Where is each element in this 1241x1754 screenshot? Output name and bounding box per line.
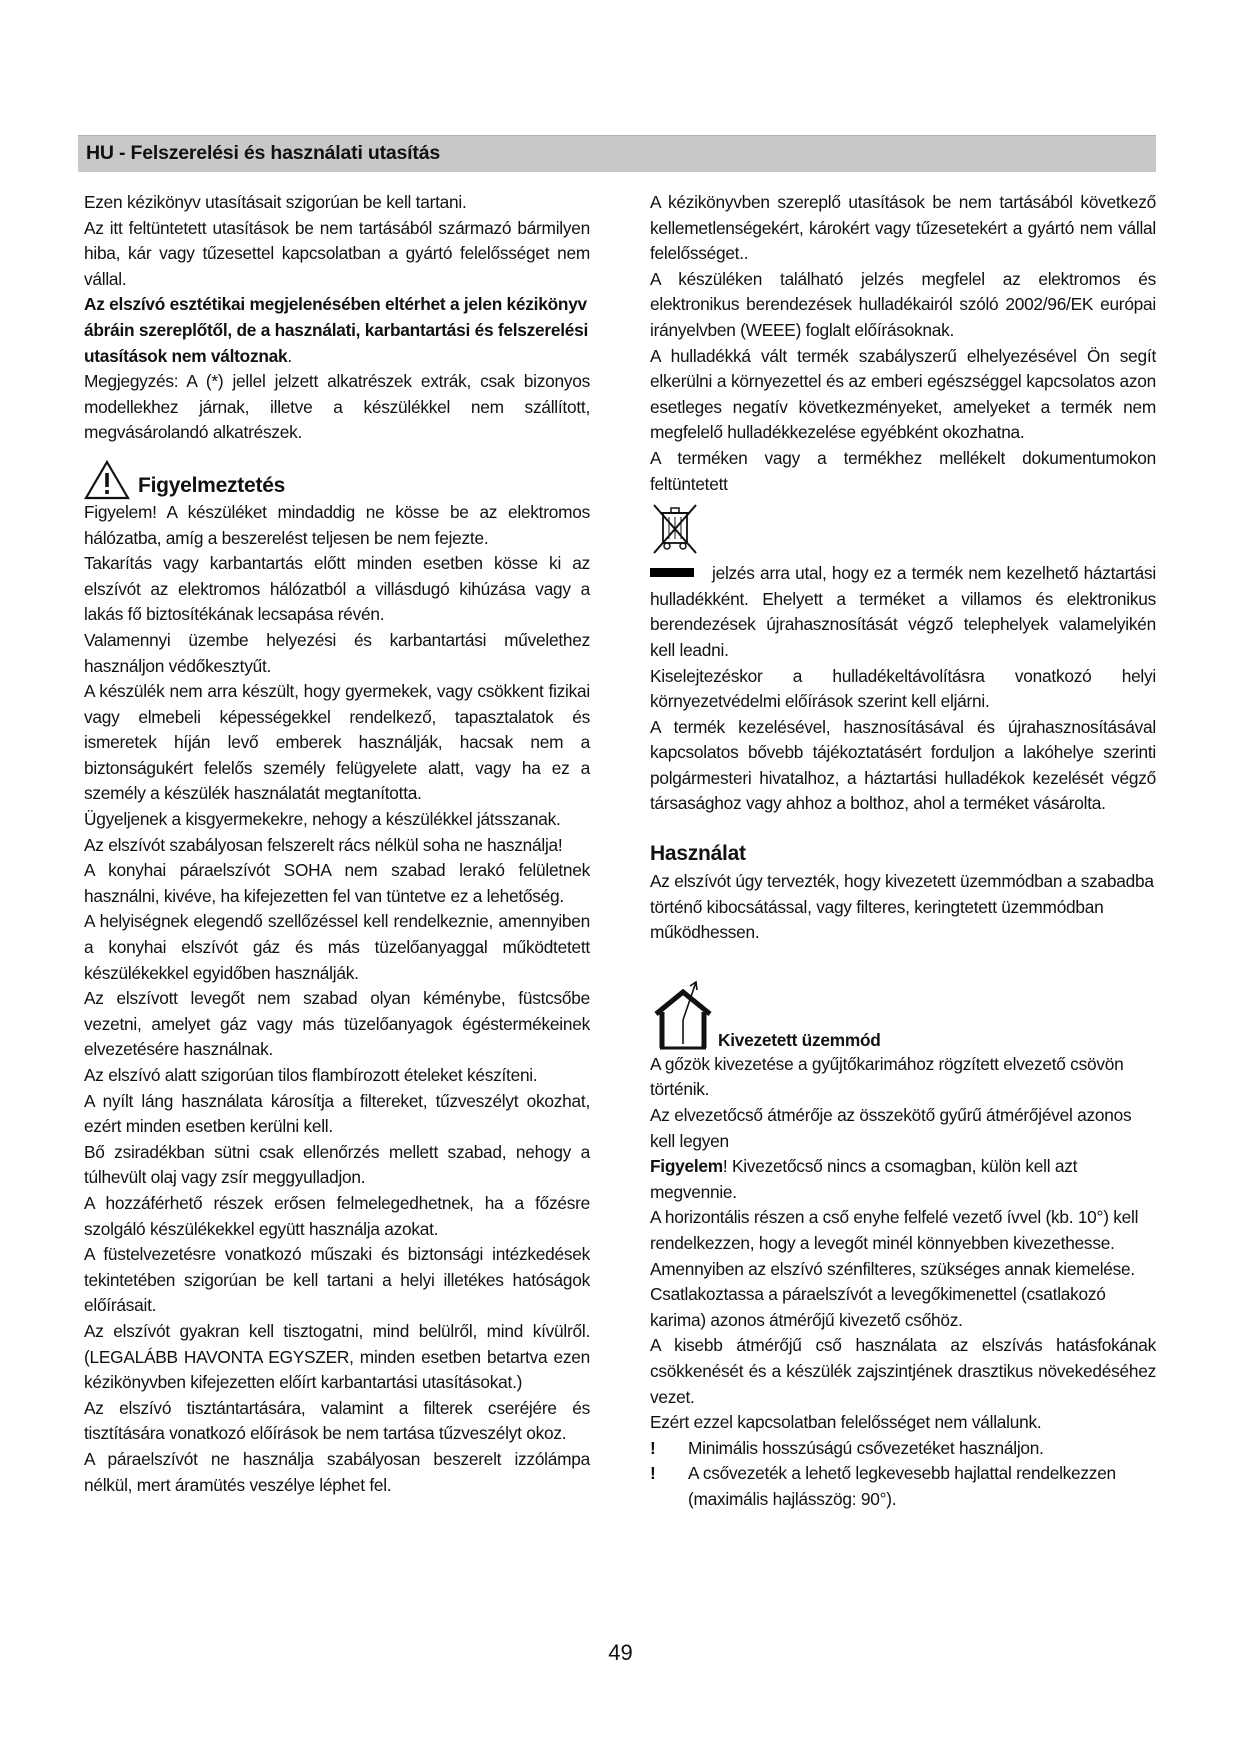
warning-item: Valamennyi üzembe helyezési és karbantartási művelethez használjon védőkesztyűt. — [84, 629, 590, 676]
warning-item: A készülék nem arra készült, hogy gyermekek, vagy csökkent fizikai vagy elmebeli képességekkel rendelkező, tapasztalatok és ismeretek híján levő emberek használják, hacsak nem a biztonságukért felelős személy felügyelete alatt, vagy ha ez a személy a készülék használatát megtanította. — [84, 681, 590, 804]
warning-item: A füstelvezetésre vonatkozó műszaki és biztonsági intézkedések tekintetében szigorúan be kell tartani a helyi illetékes hatóságok előírásait. — [84, 1244, 590, 1316]
warning-triangle-icon — [84, 460, 130, 500]
mode-paragraph: Amennyiben az elszívó szénfilteres, szükséges annak kiemelése. — [650, 1258, 1135, 1279]
right-column — [650, 190, 1156, 1513]
warning-item: A helyiségnek elegendő szellőzéssel kell rendelkeznie, amennyiben a konyhai elszívót gáz és más tüzelőanyaggal működtetett készülékekkel egyidőben használják. — [84, 911, 590, 983]
mode-paragraph: A gőzök kivezetése a gyűjtőkarimához rögzített elvezető csövön történik. — [650, 1053, 1124, 1100]
bullet-text: A csővezeték a lehető legkevesebb hajlattal rendelkezzen (maximális hajlásszög: 90°). — [688, 1463, 1116, 1509]
mode-paragraph: Csatlakoztassa a páraelszívót a levegőkimenettel (csatlakozó karima) azonos átmérőjű kivezető csőhöz. — [650, 1284, 1106, 1330]
exclamation-icon: ! — [650, 1437, 656, 1458]
extraction-mode-title: Kivezetett üzemmód — [718, 1030, 881, 1051]
exclamation-icon: ! — [650, 1463, 656, 1484]
disposal-paragraph: A hulladékká vált termék szabályszerű elhelyezésével Ön segít elkerülni a környezettel és az emberi egészséggel kapcsolatos azon esetleges negatív következményeket, amelyeket a termék nem megfelelő hulladékkezelése egyébként okozhatna. — [650, 345, 1156, 443]
usage-heading: Használat — [650, 842, 746, 866]
weee-paragraph: A készüléken található jelzés megfelel az elektromos és elektronikus berendezések hulladékairól szóló 2002/96/EK európai irányelvben (WEEE) foglalt előírásoknak. — [650, 268, 1156, 340]
extraction-mode-heading — [650, 976, 1156, 1052]
warning-item: Takarítás vagy karbantartás előtt minden esetben kösse ki az elszívót az elektromos hálózatból a villásdugó kihúzása vagy a lakás fő biztosítékának lecsapása révén. — [84, 553, 590, 625]
symbol-intro: A terméken vagy a termékhez mellékelt dokumentumokon feltüntetett — [650, 447, 1156, 494]
symbol-meaning-label: jelzés arra utal, hogy ez a termék nem kezelhető háztartási hulladékként. Ehelyett a terméket a villamos és elektronikus berendezések újrahasznosítását végző telephelyek valamelyikén kell leadni. — [650, 563, 1156, 660]
warning-item: Az elszívott levegőt nem szabad olyan kéménybe, füstcsőbe vezetni, amelyet gáz vagy más tüzelőanyagok égéstermékeinek elvezetésére használnak. — [84, 988, 590, 1060]
information-paragraph: A termék kezelésével, hasznosításával és újrahasznosításával kapcsolatos bővebb tájékoztatásért forduljon a lakóhelye szerinti polgármesteri hivatalhoz, a háztartási hulladékok kezelését végző társasághoz vagy ahhoz a bolthoz, ahol a terméket vásárolta. — [650, 716, 1156, 814]
black-bar-icon — [650, 568, 694, 577]
warning-item: Ügyeljenek a kisgyermekekre, nehogy a készülékkel játsszanak. — [84, 809, 561, 830]
mode-paragraph: A kisebb átmérőjű cső használata az elszívás hatásfokának csökkenését és a készülék zajszintjének drasztikus növekedéséhez vezet. — [650, 1335, 1156, 1407]
manufacturer-liability: A kézikönyvben szereplő utasítások be nem tartásából következő kellemetlenségekért, károkért vagy tűzesetekért a gyártó nem vállal felelősséget.. — [650, 192, 1156, 264]
left-column — [84, 190, 590, 1498]
mode-paragraph: A horizontális részen a cső enyhe felfelé vezető ívvel (kb. 10°) kell rendelkezzen, hogy a levegőt minél könnyebben kivezethesse. — [650, 1207, 1139, 1253]
appearance-note-dot: . — [287, 345, 292, 366]
warning-item: Bő zsiradékban sütni csak ellenőrzés mellett szabad, nehogy a túlhevült olaj vagy zsír meggyulladjon. — [84, 1141, 590, 1188]
warning-item: A páraelszívót ne használja szabályosan beszerelt izzólámpa nélkül, mert áramütés veszélye léphet fel. — [84, 1448, 590, 1495]
warning-item: Az elszívót szabályosan felszerelt rács nélkül soha ne használja! — [84, 834, 563, 855]
scrapping-paragraph: Kiselejtezéskor a hulladékeltávolításra vonatkozó helyi környezetvédelmi előírások szerint kell eljárni. — [650, 665, 1156, 712]
page-title: HU - Felszerelési és használati utasítás — [86, 142, 440, 164]
warning-item: Az elszívó alatt szigorúan tilos flambírozott ételeket készíteni. — [84, 1065, 538, 1085]
mode-paragraph: Ezért ezzel kapcsolatban felelősséget nem vállalunk. — [650, 1412, 1042, 1433]
symbol-meaning — [650, 561, 1156, 663]
usage-paragraph: Az elszívót úgy tervezték, hogy kivezetett üzemmódban a szabadba történő kibocsátással, vagy filteres, keringtetett üzemmódban működhessen. — [650, 871, 1154, 943]
warning-item: Figyelem! A készüléket mindaddig ne kösse be az elektromos hálózatba, amíg a beszerelést teljesen be nem fejezte. — [84, 501, 590, 548]
warning-heading — [84, 460, 590, 500]
warning-item: A konyhai páraelszívót SOHA nem szabad lerakó felületnek használni, kivéve, ha kifejezetten fel van tüntetve ez a lehetőség. — [84, 860, 590, 906]
crossed-bin-icon — [650, 501, 700, 559]
intro-paragraph: Ezen kézikönyv utasításait szigorúan be kell tartani. — [84, 192, 467, 212]
page-number: 49 — [608, 1640, 633, 1665]
remark-paragraph: Megjegyzés: A (*) jellel jelzett alkatrészek extrák, csak bizonyos modellekhez járnak, illetve a készülékkel nem szállított, megvásárolandó alkatrészek. — [84, 371, 590, 443]
liability-paragraph: Az itt feltüntetett utasítások be nem tartásából származó bármilyen hiba, kár vagy tűzesettel kapcsolatban a gyártó felelősséget nem vállal. — [84, 217, 590, 289]
attention-label: Figyelem — [650, 1156, 723, 1177]
title-bar — [78, 135, 1156, 172]
bullet-item — [650, 1436, 1156, 1462]
appearance-note — [84, 292, 590, 369]
warning-item: A hozzáférhető részek erősen felmelegedhetnek, ha a főzésre szolgáló készülékekkel együtt használja azokat. — [84, 1192, 590, 1239]
bullet-text: Minimális hosszúságú csővezetéket használjon. — [688, 1437, 1044, 1458]
symbol-meaning-text — [650, 561, 1156, 663]
mode-paragraph — [650, 1154, 1156, 1205]
bullet-item — [650, 1461, 1156, 1512]
house-vent-icon — [650, 978, 716, 1052]
warning-item: A nyílt láng használata károsítja a filtereket, tűzveszélyt okozhat, ezért minden esetben kerülni kell. — [84, 1090, 590, 1137]
warning-item: Az elszívó tisztántartására, valamint a filterek cseréjére és tisztítására vonatkozó előírások be nem tartása tűzveszélyt okoz. — [84, 1397, 590, 1444]
attention-text: ! Kivezetőcső nincs a csomagban, külön kell azt megvennie. — [650, 1156, 1078, 1202]
weee-symbol — [650, 501, 1156, 561]
warning-item: Az elszívót gyakran kell tisztogatni, mind belülről, mind kívülről. (LEGALÁBB HAVONTA EGYSZER, minden esetben betartva ezen kézikönyvben kifejezetten előírt karbantartási utasításokat.) — [84, 1320, 590, 1393]
warning-title: Figyelmeztetés — [138, 473, 286, 497]
mode-paragraph: Az elvezetőcső átmérője az összekötő gyűrű átmérőjével azonos kell legyen — [650, 1105, 1132, 1151]
appearance-note-bold: Az elszívó esztétikai megjelenésében eltérhet a jelen kézikönyv ábráin szereplőtől, de a használati, karbantartási és felszerelési utasítások nem változnak — [84, 294, 589, 366]
